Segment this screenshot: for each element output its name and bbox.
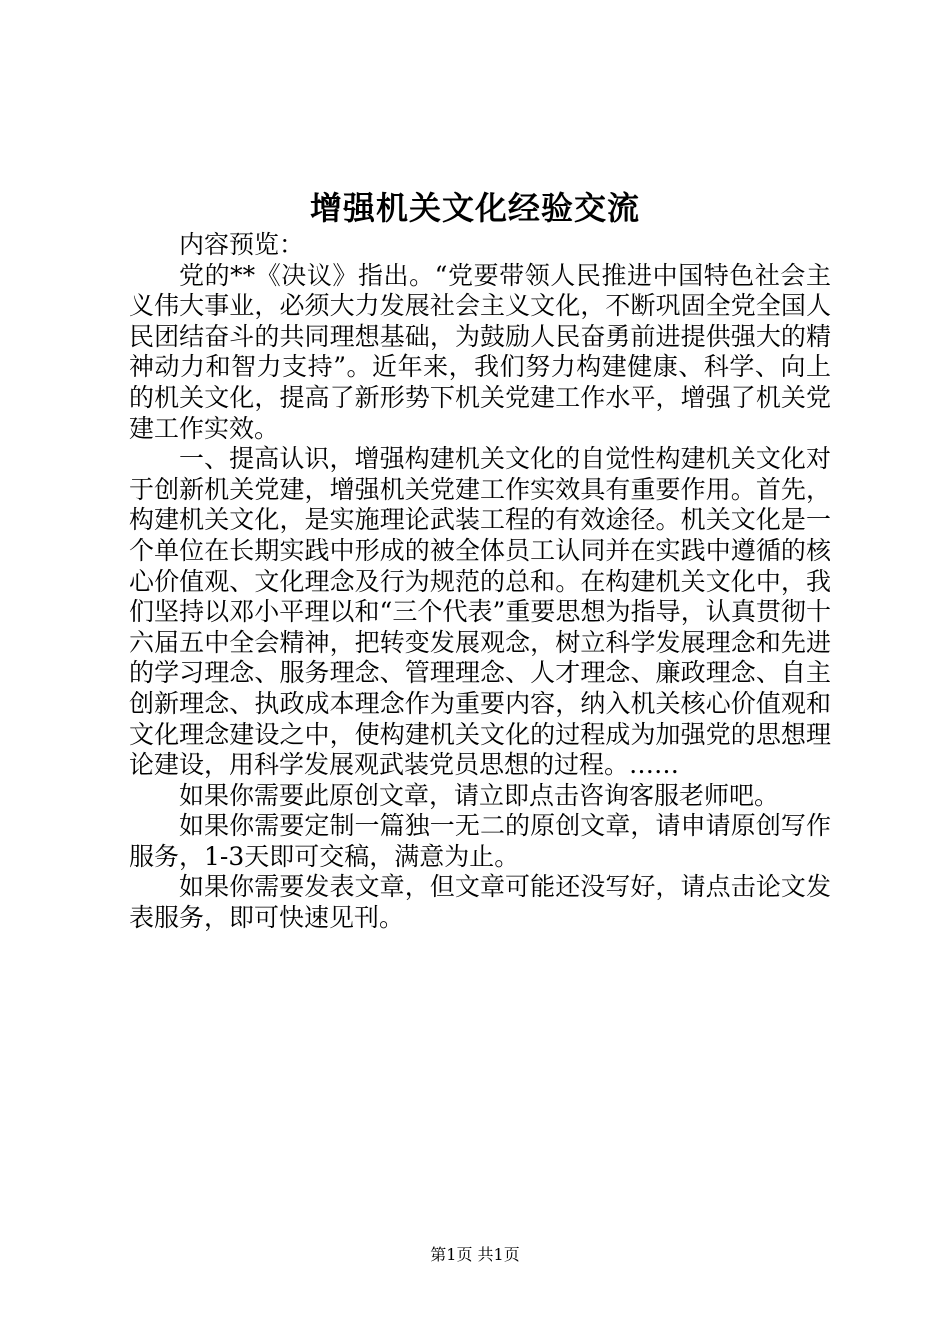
paragraph-intro: 党的**《决议》指出。“党要带领人民推进中国特色社会主义伟大事业，必须大力发展社会主义文化，不断巩固全党全国人民团结奋斗的共同理想基础，为鼓励人民奋勇前进提供强大的精神动力和智力支持”。近年来，我们努力构建健康、科学、向上的机关文化，提高了新形势下机关党建工作水平，增强了机关党建工作实效。 (129, 260, 831, 443)
paragraph-custom-writing: 如果你需要定制一篇独一无二的原创文章，请申请原创写作服务，1-3天即可交稿，满意为止。 (129, 811, 831, 871)
document-body (129, 230, 831, 934)
page-number-footer: 第1页 共1页 (430, 1245, 520, 1264)
paragraph-publish-service: 如果你需要发表文章，但文章可能还没写好，请点击论文发表服务，即可快速见刊。 (129, 872, 831, 933)
paragraph-consult-link: 如果你需要此原创文章，请立即点击咨询客服老师吧。 (179, 780, 780, 810)
document-title: 增强机关文化经验交流 (309, 189, 640, 227)
paragraph-section-one: 一、提高认识，增强构建机关文化的自觉性构建机关文化对于创新机关党建，增强机关党建工作实效具有重要作用。首先，构建机关文化，是实施理论武装工程的有效途径。机关文化是一个单位在长期实践中形成的被全体员工认同并在实践中遵循的核心价值观、文化理念及行为规范的总和。在构建机关文化中，我们坚持以邓小平理以和“三个代表”重要思想为指导，认真贯彻十六届五中全会精神，把转变发展观念，树立科学发展理念和先进的学习理念、服务理念、管理理念、人才理念、廉政理念、自主创新理念、执政成本理念作为重要内容，纳入机关核心价值观和文化理念建设之中，使构建机关文化的过程成为加强党的思想理论建设，用科学发展观武装党员思想的过程。…… (129, 444, 831, 780)
preview-heading: 内容预览： (179, 230, 305, 259)
